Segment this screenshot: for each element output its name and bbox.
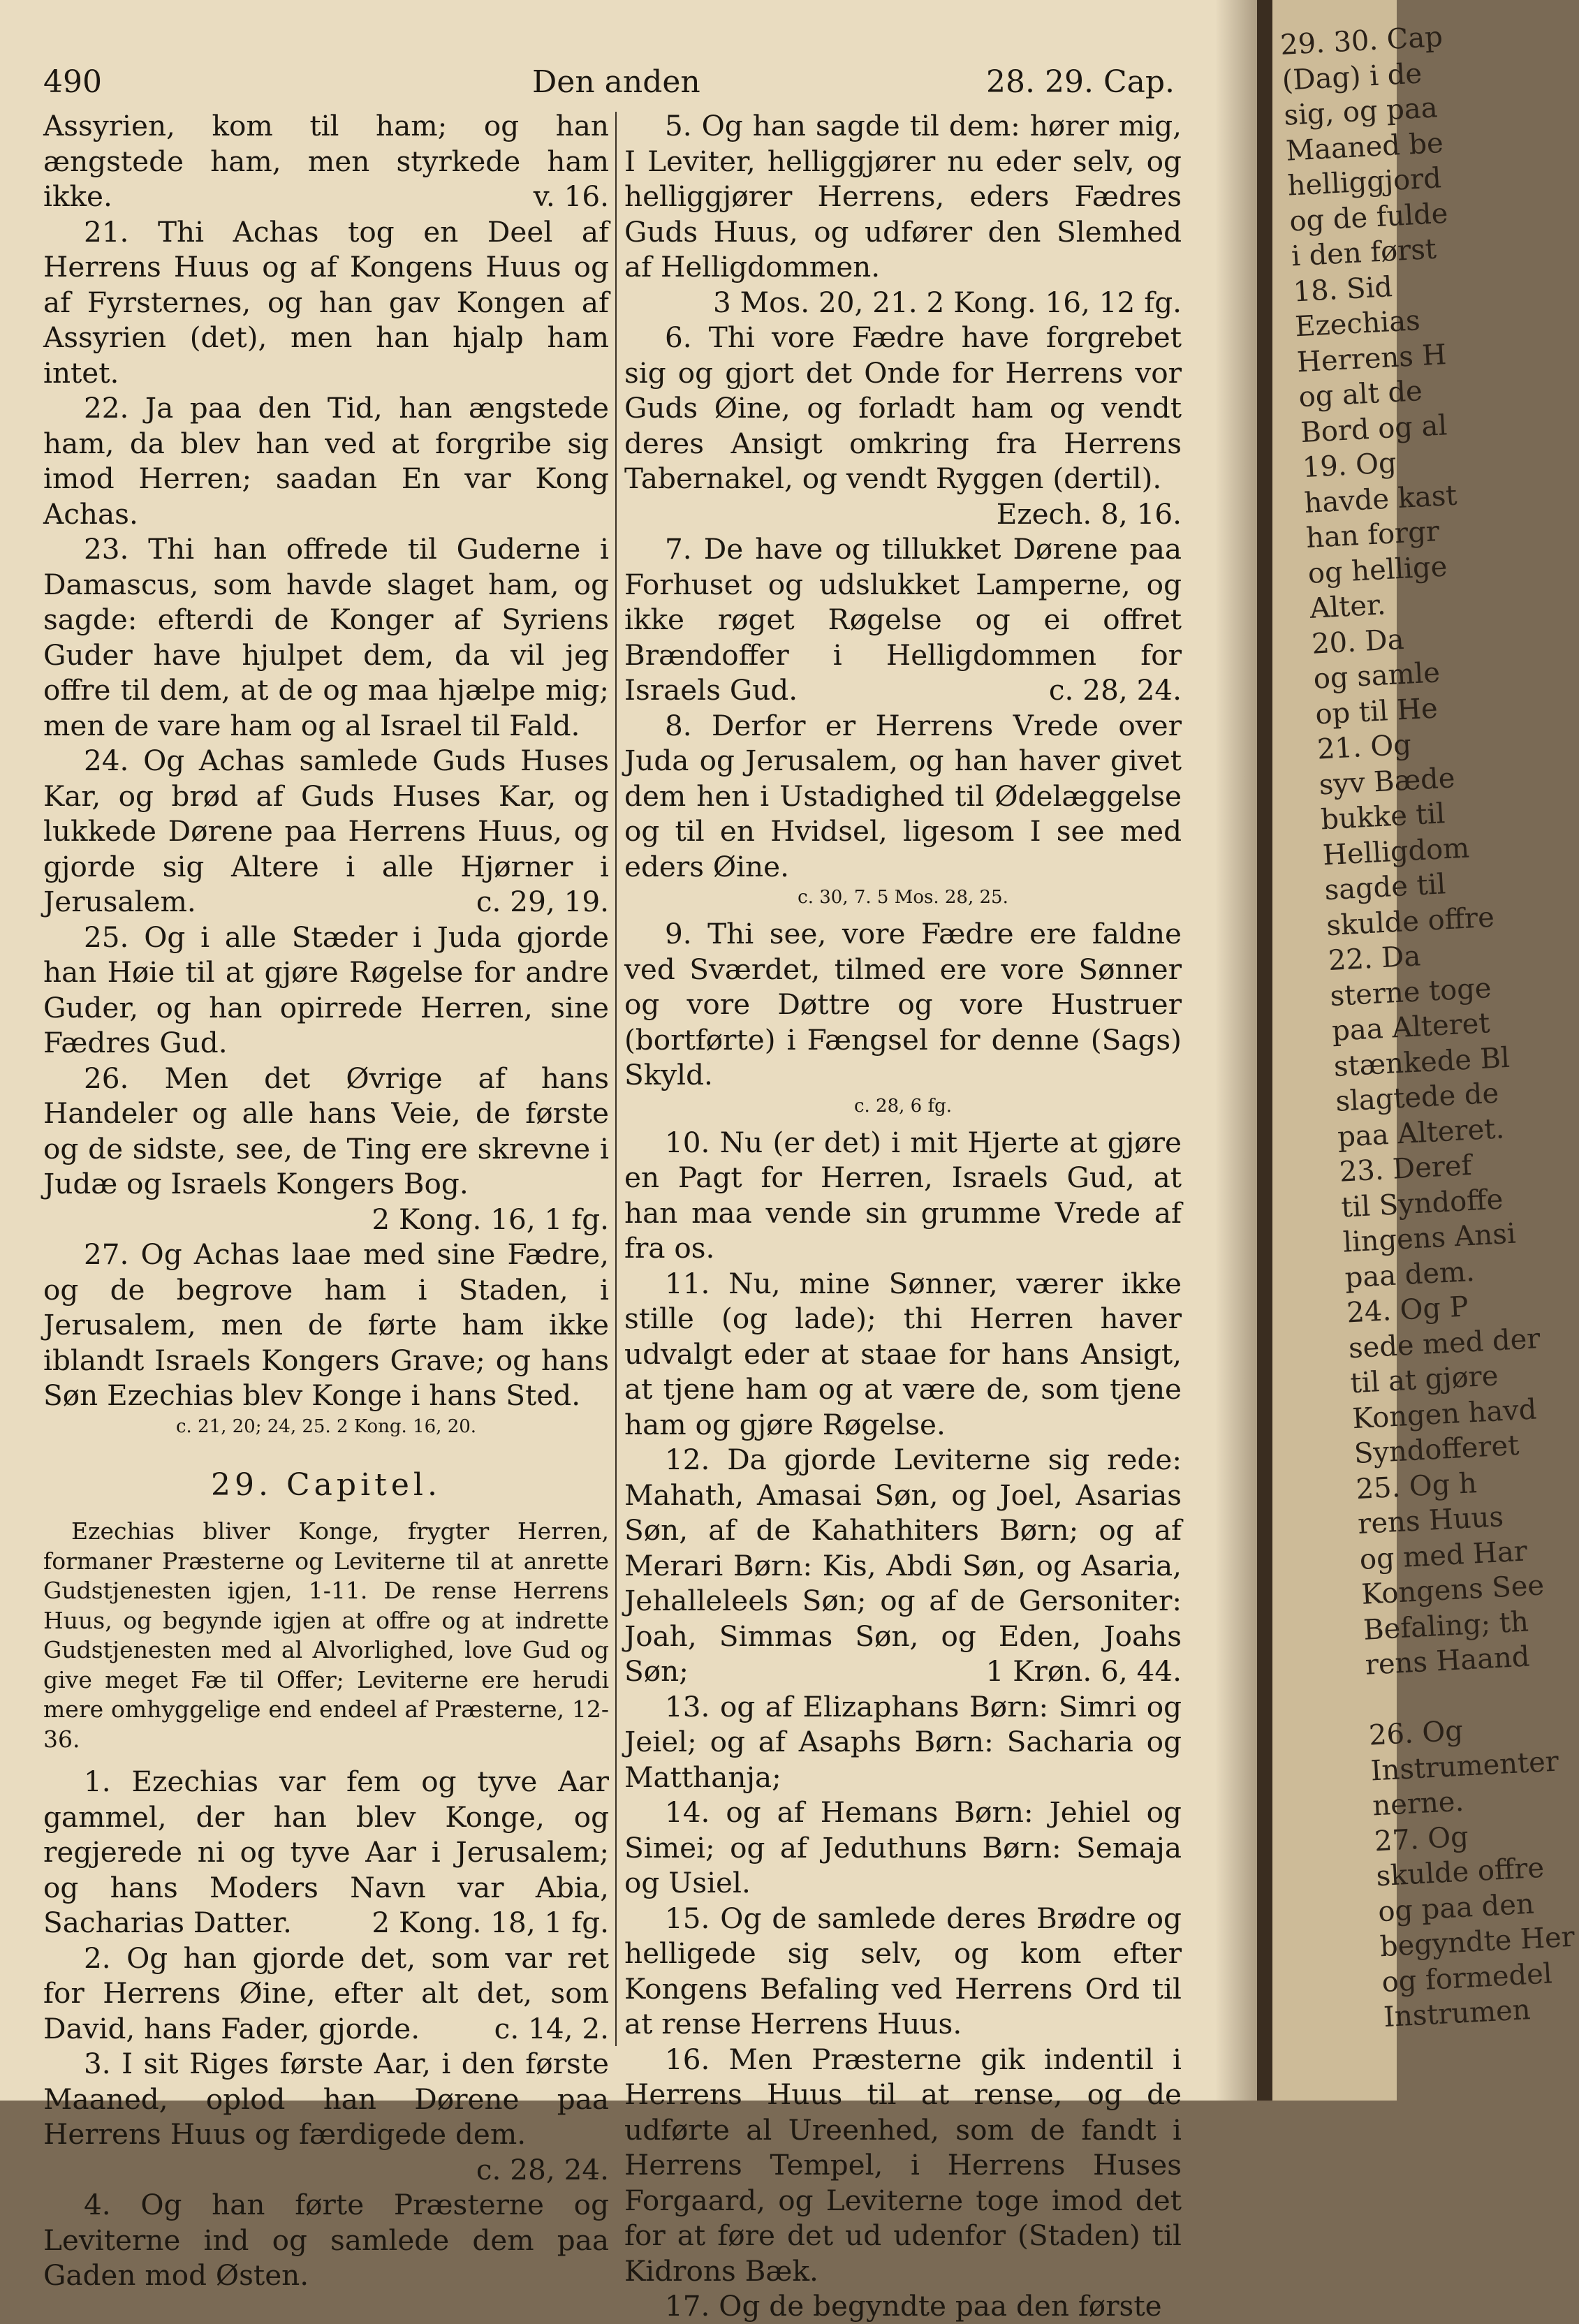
verse-29-12: 12. Da gjorde Leviterne sig rede: Mahath, Amasai Søn, og Joel, Asarias Søn, af de Kahathiters Børn; og af Merari Børn: Kis, Abdi Søn, og Asaria, Jehalleleels Søn; og af de Gersoniter: Joah, Simmas Søn, og Eden, Joahs Søn; 1 Krøn. 6, 44. [624, 1443, 1182, 1688]
cross-reference: c. 14, 2. [494, 2011, 609, 2045]
next-page-line: 21. Og [1316, 728, 1412, 766]
next-page-line: havde kast [1303, 479, 1458, 520]
verse-29-5: 5. Og han sagde til dem: hører mig, I Leviter, helliggjører nu eder selv, og helliggjører Herrens, eders Fædres Guds Huus, og udfører den Slemhed af Helligdommen. 3 Mos. 20, 21. 2 Kong. 16, 12 fg. [624, 109, 1182, 319]
verse-29-1: 1. Ezechias var fem og tyve Aar gammel, der han blev Konge, og regjerede ni og tyve Aar i Jerusalem; og hans Moders Navn var Abia, Sacharias Datter. 2 Kong. 18, 1 fg. [43, 1765, 609, 1939]
cross-reference: 2 Kong. 18, 1 fg. [372, 1906, 609, 1939]
next-page-line: og paa den [1377, 1888, 1535, 1928]
footnote-references: c. 30, 7. 5 Mos. 28, 25. [798, 887, 1008, 908]
next-page-line: begyndte Her [1379, 1920, 1576, 1964]
next-page-line: (Dag) i de [1281, 57, 1423, 97]
cross-reference: 1 Krøn. 6, 44. [985, 1654, 1182, 1688]
next-page-line: syv Bæde [1318, 761, 1456, 801]
cross-reference: c. 28, 24. [476, 2152, 609, 2186]
next-page-line: Kongens See [1360, 1569, 1545, 1611]
next-page-line: rens Huus [1357, 1501, 1504, 1541]
next-page-line: Maaned be [1285, 126, 1444, 168]
next-page-line: i den først [1290, 233, 1437, 273]
cross-reference: v. 16. [533, 179, 609, 213]
next-page-line: paa Alteret [1331, 1007, 1491, 1047]
footnote-references: c. 28, 6 fg. [853, 1095, 953, 1117]
next-page-line: 29. 30. Cap [1279, 20, 1444, 61]
left-column [43, 108, 609, 2293]
next-page-line: Instrumen [1383, 1994, 1532, 2034]
next-page-line: skulde offre [1325, 901, 1495, 942]
verse-29-17: 17. Og de begyndte paa den første [665, 2289, 1162, 2323]
next-page-line: Befaling; th [1363, 1605, 1529, 1647]
next-page-line: 19. Og [1301, 447, 1397, 485]
cross-reference: Ezech. 8, 16. [996, 497, 1182, 531]
next-page-line: Ezechias [1294, 304, 1421, 344]
verse-20-end: Assyrien, kom til ham; og han ængstede ham, men styrkede ham ikke. v. 16. [43, 109, 609, 213]
next-page-line: til at gjøre [1349, 1360, 1499, 1400]
running-title: Den anden [532, 64, 700, 100]
verse-21: 21. Thi Achas tog en Deel af Herrens Huus og af Kongens Huus og af Fyrsternes, og han gav Kongen af Assyrien (det), men han hjalp ham intet. [43, 214, 609, 390]
book-gutter [1257, 0, 1272, 2101]
next-page-line: og med Har [1358, 1534, 1529, 1576]
column-divider [615, 112, 617, 2046]
verse-29-11: 11. Nu, mine Sønner, værer ikke stille (og lade); thi Herren haver udvalgt eder at staae for hans Ansigt, at tjene ham og at være de, som tjene ham og gjøre Røgelse. [624, 1266, 1182, 1441]
verse-29-13: 13. og af Elizaphans Børn: Simri og Jeiel; og af Asaphs Børn: Sacharia og Matthanja; [624, 1689, 1182, 1794]
cross-reference: 3 Mos. 20, 21. 2 Kong. 16, 12 fg. [712, 285, 1182, 319]
next-page-line: sig, og paa [1283, 91, 1439, 132]
verse-23: 23. Thi han offrede til Guderne i Damascus, som havde slaget ham, og sagde: efterdi de Konger af Syriens Guder have hjulpet dem, da vil jeg offre til dem, at de og maa hjælpe mig; men de vare ham og al Israel til Fald. [43, 532, 609, 742]
next-page-line: 27. Og [1373, 1820, 1469, 1858]
next-page-line: Bord og al [1300, 409, 1448, 449]
next-page-line: og de fulde [1288, 197, 1449, 238]
next-page-line: han forgr [1305, 515, 1441, 554]
next-page-line: Instrumenter [1369, 1745, 1559, 1788]
verse-29-15: 15. Og de samlede deres Brødre og helligede sig selv, og kom efter Kongens Befaling ved Herrens Ord til at rense Herrens Huus. [624, 1901, 1182, 2040]
next-page-line: sagde til [1323, 868, 1447, 907]
right-column [624, 108, 1182, 2324]
next-page-line: og formedel [1381, 1957, 1553, 1999]
next-page-line: rens Haand [1364, 1640, 1531, 1682]
next-page-line: paa Alteret. [1337, 1112, 1506, 1154]
verse-25: 25. Og i alle Stæder i Juda gjorde han Høie til at gjøre Røgelse for andre Guder, og han opirrede Herren, sine Fædres Gud. [43, 920, 609, 1059]
verse-29-14: 14. og af Hemans Børn: Jehiel og Simei; og af Jeduthuns Børn: Semaja og Usiel. [624, 1795, 1182, 1899]
cross-reference: c. 29, 19. [476, 885, 609, 918]
next-page-edge [1272, 0, 1576, 2101]
next-page-line: 20. Da [1311, 623, 1405, 661]
next-page-line [1366, 1677, 1486, 1718]
next-page-line: Helligdom [1321, 831, 1471, 872]
verse-29-16: 16. Men Præsterne gik indentil i Herrens Huus til at rense, og de udførte al Ureenhed, som de fandt i Herrens Tempel, i Herrens Huses Forgaard, og Leviterne toge imod det for at føre det ud udenfor (Staden) til Kidrons Bæk. [624, 2042, 1182, 2288]
verse-22: 22. Ja paa den Tid, han ængstede ham, da blev han ved at forgribe sig imod Herren; saadan En var Kong Achas. [43, 391, 609, 531]
next-page-line: til Syndoffe [1340, 1183, 1504, 1224]
next-page-line: 23. Deref [1338, 1149, 1473, 1189]
chapter-summary: Ezechias bliver Konge, frygter Herren, formaner Præsterne og Leviterne til at anrette Gudstjenesten igjen, 1-11. De rense Herrens Huus, og begynde igjen at offre og at indrette Gudstjenesten med al Alvorlighed, love Gud og give meget Fæ til Offer; Leviterne ere herudi mere omhyggelige end endeel af Præsterne, 12-36. [43, 1517, 609, 1753]
next-page-line: 22. Da [1327, 940, 1422, 978]
page-header [43, 64, 1175, 106]
verse-29-10: 10. Nu (er det) i mit Hjerte at gjøre en Pagt for Herren, Israels Gud, at han maa vende sin grumme Vrede af fra os. [624, 1125, 1182, 1265]
cross-reference: c. 28, 24. [1048, 673, 1182, 707]
next-page-line: paa dem. [1344, 1255, 1476, 1295]
next-page-line: 18. Sid [1292, 270, 1393, 308]
verse-29-8: 8. Derfor er Herrens Vrede over Juda og Jerusalem, og han haver givet dem hen i Ustadighed til Ødelæggelse og til en Hvidsel, ligesom I see med eders Øine. [624, 708, 1182, 883]
next-page-line: 24. Og P [1346, 1290, 1469, 1330]
next-page-line: og alt de [1298, 375, 1423, 414]
next-page-line: 25. Og h [1355, 1466, 1478, 1506]
next-page-line: Kongen havd [1351, 1392, 1538, 1435]
chapter-reference: 28. 29. Cap. [986, 64, 1175, 100]
verse-24: 24. Og Achas samlede Guds Huses Kar, og brød af Guds Huses Kar, og lukkede Dørene paa Herrens Huus, og gjorde sig Altere i alle Hjørner i Jerusalem. c. 29, 19. [43, 744, 609, 918]
verse-29-4: 4. Og han førte Præsterne og Leviterne ind og samlede dem paa Gaden mod Østen. [43, 2188, 609, 2292]
next-page-line: nerne. [1372, 1785, 1465, 1823]
next-page-line: Syndofferet [1353, 1429, 1520, 1471]
next-page-line: Alter. [1309, 589, 1387, 625]
next-page-line: 26. Og [1367, 1714, 1464, 1752]
verse-26: 26. Men det Øvrige af hans Handeler og alle hans Veie, de første og de sidste, see, de Ting ere skrevne i Judæ og Israels Kongers Bog. 2 Kong. 16, 1 fg. [43, 1061, 609, 1236]
chapter-heading: 29. Capitel. [211, 1466, 441, 1503]
cross-reference: 2 Kong. 16, 1 fg. [372, 1202, 609, 1236]
next-page-line: sede med der [1347, 1322, 1541, 1365]
next-page-line: og hellige [1307, 550, 1448, 590]
verse-29-2: 2. Og han gjorde det, som var ret for Herrens Øine, efter alt det, som David, hans Fader, gjorde. c. 14, 2. [43, 1941, 609, 2045]
next-page-line: op til He [1314, 692, 1439, 731]
next-page-text [1279, 20, 1576, 2035]
next-page-line: lingens Ansi [1342, 1217, 1517, 1259]
next-page-line: stænkede Bl [1332, 1041, 1511, 1083]
verse-27: 27. Og Achas laae med sine Fædre, og de begrove ham i Staden, i Jerusalem, men de førte ham ikke iblandt Israels Kongers Grave; og hans Søn Ezechias blev Konge i hans Sted. [43, 1237, 609, 1412]
verse-29-7: 7. De have og tillukket Dørene paa Forhuset og udslukket Lamperne, og ikke røget Røgelse og ei offret Brændoffer i Helligdommen for Israels Gud. c. 28, 24. [624, 532, 1182, 707]
next-page-line: sterne toge [1329, 971, 1492, 1013]
footnote-references: c. 21, 20; 24, 25. 2 Kong. 16, 20. [175, 1415, 477, 1437]
page-number: 490 [43, 64, 102, 100]
next-page-line: skulde offre [1375, 1851, 1545, 1893]
next-page-line: helliggjord [1286, 162, 1443, 203]
next-page-line: og samle [1312, 656, 1441, 696]
verse-29-3: 3. I sit Riges første Aar, i den første Maaned, oplod han Dørene paa Herrens Huus og færdigede dem. c. 28, 24. [43, 2047, 609, 2186]
next-page-line: slagtede de [1335, 1077, 1500, 1118]
next-page-line: bukke til [1320, 797, 1446, 837]
next-page-line: Herrens H [1295, 338, 1448, 378]
verse-29-9: 9. Thi see, vore Fædre ere faldne ved Sværdet, tilmed ere vore Sønner og vore Døttre og vore Hustruer (bortførte) i Fængsel for denne (Sags) Skyld. [624, 917, 1182, 1091]
verse-29-6: 6. Thi vore Fædre have forgrebet sig og gjort det Onde for Herrens vor Guds Øine, og forladt ham og vendt deres Ansigt omkring fra Herrens Tabernakel, og vendt Ryggen (dertil). Ezech. 8, 16. [624, 321, 1182, 531]
